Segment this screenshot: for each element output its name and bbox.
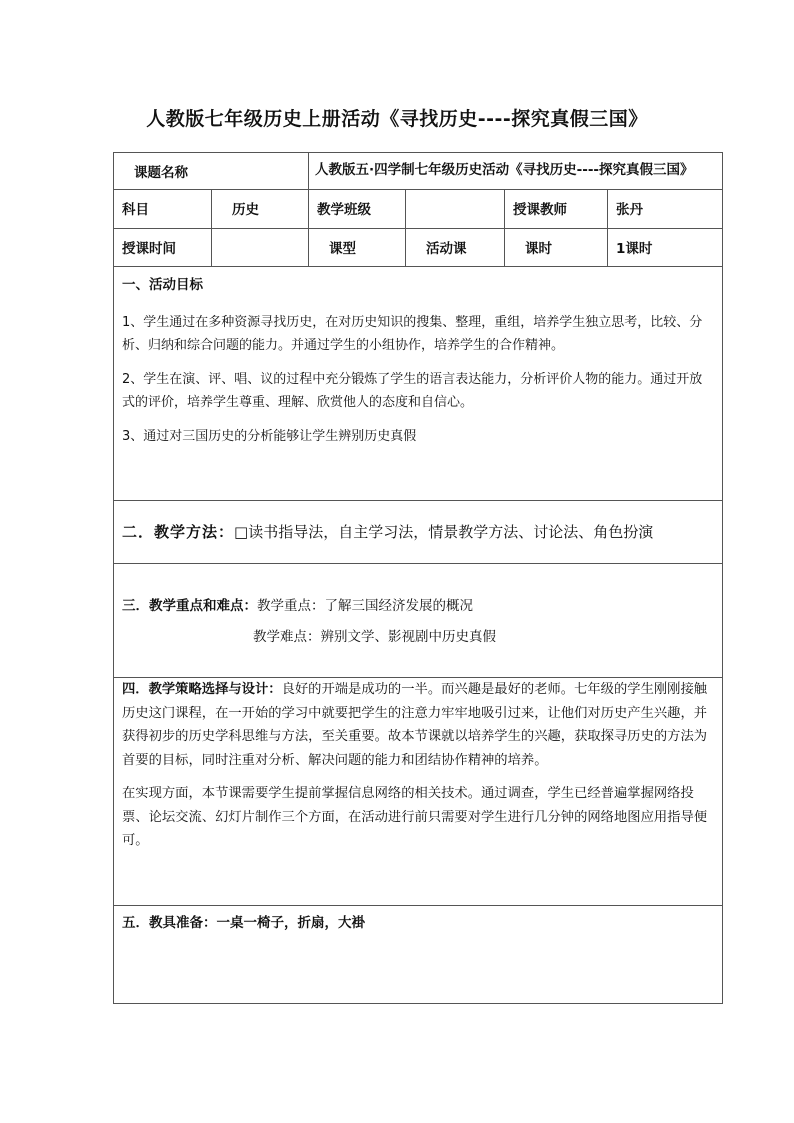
lesson-plan-table xyxy=(113,152,723,1004)
type-value: 活动课 xyxy=(426,241,467,257)
objective-paragraph: 2、学生在演、评、唱、议的过程中充分锻炼了学生的语言表达能力，分析评价人物的能力。通过开放式的评价，培养学生尊重、理解、欣赏他人的态度和自信心。 xyxy=(122,372,703,410)
class-label: 教学班级 xyxy=(317,202,371,218)
time-value xyxy=(212,229,308,237)
teacher-value: 张丹 xyxy=(616,202,643,218)
tools-heading: 五．教具准备： xyxy=(122,915,217,931)
topic-label: 课题名称 xyxy=(134,165,188,181)
strategy-paragraph: 良好的开端是成功的一半。而兴趣是最好的老师。七年级的学生刚刚接触历史这门课程，在一开始的学习中就要把学生的注意力牢牢地吸引过来，让他们对历史产生兴趣，并获得初步的历史学科思维与方法，至关重要。故本节课就以培养学生的兴趣，获取探寻历史的方法为首要的目标，同时注重对分析、解决问题的能力和团结协作精神的培养。 xyxy=(122,682,708,768)
tools-text: 一桌一椅子，折扇，大褂 xyxy=(216,915,365,931)
key-point-text: 教学重点：了解三国经济发展的概况 xyxy=(257,598,473,614)
objective-paragraph: 3、通过对三国历史的分析能够让学生辨别历史真假 xyxy=(122,429,417,444)
strategy-paragraph: 在实现方面，本节课需要学生提前掌握信息网络的相关技术。通过调查，学生已经普遍掌握网络投票、论坛交流、幻灯片制作三个方面，在活动进行前只需要对学生进行几分钟的网络地图应用指导便可。 xyxy=(122,786,708,848)
hours-label: 课时 xyxy=(525,241,552,257)
objective-paragraph: 1、学生通过在多种资源寻找历史，在对历史知识的搜集、整理，重组，培养学生独立思考，比较、分析、归纳和综合问题的能力。并通过学生的小组协作，培养学生的合作精神。 xyxy=(122,315,703,353)
keypoints-heading: 三．教学重点和难点： xyxy=(122,598,257,614)
page-title: 人教版七年级历史上册活动《寻找历史----探究真假三国》 xyxy=(146,108,648,130)
subject-value: 历史 xyxy=(232,202,259,218)
hours-value: 1课时 xyxy=(616,241,653,257)
subject-label: 科目 xyxy=(122,202,149,218)
topic-value: 人教版五·四学制七年级历史活动《寻找历史----探究真假三国》 xyxy=(315,162,694,178)
type-label: 课型 xyxy=(329,241,356,257)
objectives-heading: 一、活动目标 xyxy=(122,277,203,293)
time-row xyxy=(114,229,723,267)
class-value xyxy=(406,190,504,198)
section-methods xyxy=(114,501,723,564)
strategy-heading: 四．教学策略选择与设计： xyxy=(122,682,282,697)
topic-row xyxy=(114,153,723,190)
section-tools xyxy=(114,906,723,1004)
section-strategy xyxy=(114,678,723,906)
time-label: 授课时间 xyxy=(122,241,176,257)
teacher-label: 授课教师 xyxy=(513,202,567,218)
methods-text: □读书指导法，自主学习法，情景教学方法、讨论法、角色扮演 xyxy=(234,523,654,541)
section-objectives xyxy=(114,267,723,501)
methods-heading: 二．教学方法： xyxy=(122,523,235,541)
section-keypoints xyxy=(114,564,723,678)
difficulty-text: 教学难点：辨别文学、影视剧中历史真假 xyxy=(253,629,496,645)
subject-row xyxy=(114,190,723,229)
